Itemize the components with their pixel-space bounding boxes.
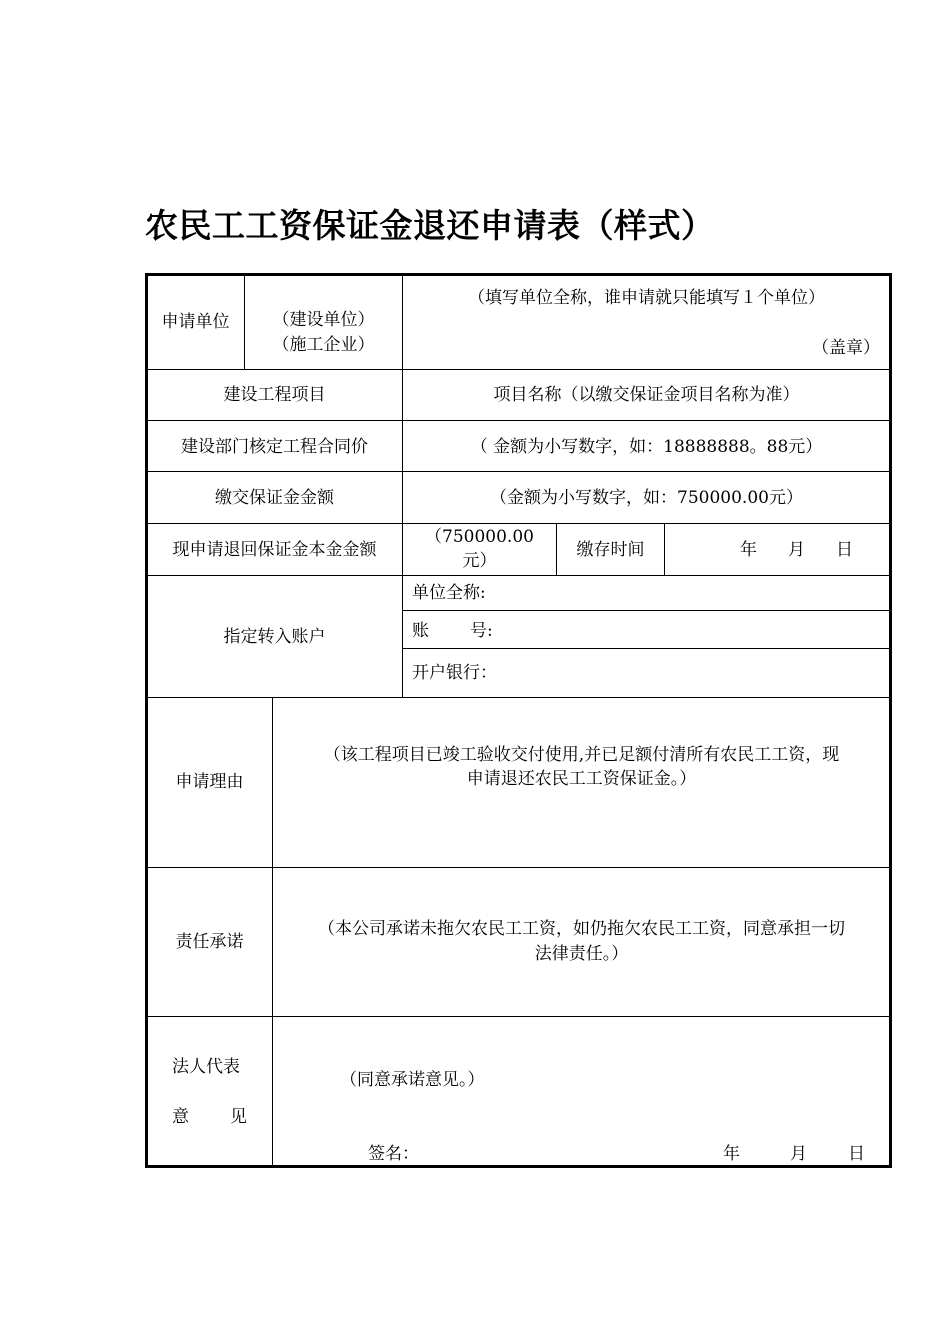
promise-label: 责任承诺 bbox=[175, 932, 244, 952]
promise-text-line2: 法律责任。） bbox=[534, 944, 629, 964]
row-divider bbox=[147, 697, 890, 698]
account-label: 指定转入账户 bbox=[223, 627, 326, 647]
signature-label: 签名： bbox=[368, 1144, 419, 1164]
reason-text-line1: （该工程项目已竣工验收交付使用,并已足额付清所有农民工工资，现 bbox=[323, 745, 840, 765]
deposit-month-label: 月 bbox=[788, 540, 805, 560]
account-name-label: 单位全称: bbox=[412, 583, 486, 603]
reason-label: 申请理由 bbox=[175, 772, 244, 792]
opinion-label-2: 见 bbox=[230, 1107, 247, 1127]
row-divider bbox=[147, 369, 890, 370]
sign-year-label: 年 bbox=[723, 1144, 740, 1164]
contract-price-value: （ 金额为小写数字，如：18888888。88元） bbox=[470, 437, 823, 457]
seal-label: （盖章） bbox=[812, 338, 880, 358]
row-divider bbox=[147, 523, 890, 524]
row-divider bbox=[402, 610, 890, 611]
construction-unit-label: （建设单位） bbox=[272, 310, 375, 330]
reason-text-line2: 申请退还农民工工资保证金。） bbox=[466, 769, 697, 789]
refund-amount-value-line1: （750000.00 bbox=[425, 527, 534, 547]
row-divider bbox=[147, 575, 890, 576]
row-divider bbox=[147, 867, 890, 868]
legal-rep-label: 法人代表 bbox=[172, 1057, 240, 1077]
row-divider bbox=[147, 420, 890, 421]
project-label: 建设工程项目 bbox=[223, 385, 326, 405]
application-form-table bbox=[145, 273, 892, 1168]
account-number-label-2: 号: bbox=[470, 621, 493, 641]
bank-label: 开户银行： bbox=[412, 663, 497, 683]
refund-amount-value-line2: 元） bbox=[462, 551, 497, 571]
promise-text-line1: （本公司承诺未拖欠农民工工资，如仍拖欠农民工工资，同意承担一切 bbox=[318, 919, 845, 939]
applicant-unit-label: 申请单位 bbox=[161, 312, 230, 332]
column-divider bbox=[664, 523, 665, 575]
opinion-label-1: 意 bbox=[172, 1107, 189, 1127]
applicant-unit-hint: （填写单位全称，谁申请就只能填写１个单位） bbox=[468, 288, 825, 308]
row-divider bbox=[147, 471, 890, 472]
project-value: 项目名称（以缴交保证金项目名称为准） bbox=[493, 385, 800, 405]
deposit-time-label: 缴存时间 bbox=[576, 540, 645, 560]
deposit-year-label: 年 bbox=[740, 540, 757, 560]
sign-month-label: 月 bbox=[790, 1144, 807, 1164]
row-divider bbox=[402, 648, 890, 649]
account-number-label-1: 账 bbox=[412, 621, 429, 641]
legal-opinion-text: （同意承诺意见。） bbox=[340, 1070, 485, 1090]
deposit-day-label: 日 bbox=[836, 540, 853, 560]
deposit-amount-value: （金额为小写数字，如：750000.00元） bbox=[490, 488, 803, 508]
sign-day-label: 日 bbox=[848, 1144, 865, 1164]
contract-price-label: 建设部门核定工程合同价 bbox=[181, 437, 368, 457]
deposit-amount-label: 缴交保证金金额 bbox=[215, 488, 334, 508]
refund-amount-label: 现申请退回保证金本金金额 bbox=[172, 540, 377, 560]
form-title: 农民工工资保证金退还申请表（样式） bbox=[145, 206, 715, 245]
row-divider bbox=[147, 1016, 890, 1017]
construction-company-label: （施工企业） bbox=[272, 335, 375, 355]
